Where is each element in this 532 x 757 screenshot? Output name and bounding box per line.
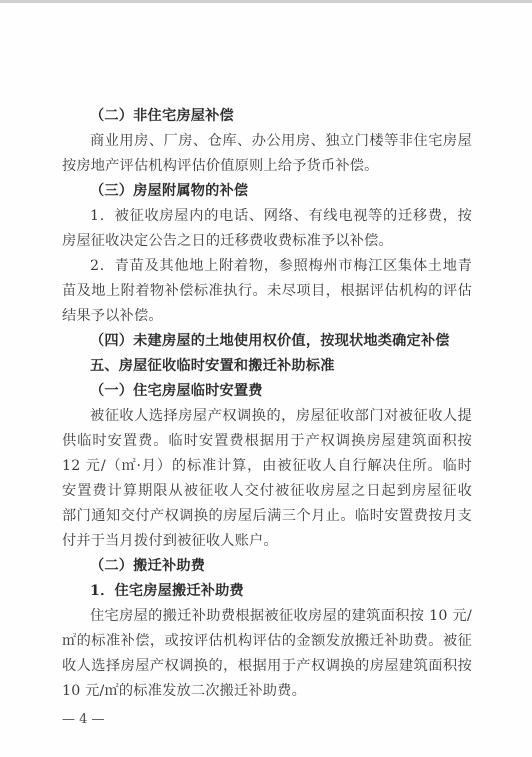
page-top-border — [0, 0, 532, 3]
sub2-item1-heading: 1．住宅房屋搬迁补助费 — [90, 583, 244, 599]
page-number: — 4 — — [62, 712, 105, 727]
sub1-body-line-2: 供临时安置费。临时安置费根据用于产权调换房屋建筑面积按 — [62, 433, 472, 449]
section3-item2-line-1: 2．青苗及其他地上附着物，参照梅州市梅江区集体土地青 — [90, 258, 472, 274]
section2-body-line-1: 商业用房、厂房、仓库、办公用房、独立门楼等非住宅房屋 — [90, 133, 472, 149]
sub2-item1-body-line-1: 住宅房屋的搬迁补助费根据被征收房屋的建筑面积按 10 元/ — [90, 608, 472, 624]
sub2-item1-body-line-4: 10 元/㎡的标准发放二次搬迁补助费。 — [62, 683, 306, 699]
sub1-heading: （一）住宅房屋临时安置费 — [90, 383, 263, 399]
sub2-item1-body-line-3: 收人选择房屋产权调换的，根据用于产权调换的房屋建筑面积按 — [62, 658, 472, 674]
section2-body-line-2: 按房地产评估机构评估价值原则上给予货币补偿。 — [62, 158, 379, 174]
section2-heading: （二）非住宅房屋补偿 — [90, 108, 234, 124]
sub2-item1-body-line-2: ㎡的标准补偿，或按评估机构评估的金额发放搬迁补助费。被征 — [62, 633, 472, 649]
sub2-heading: （二）搬迁补助费 — [90, 558, 206, 574]
sub1-body-line-6: 付并于当月拨付到被征收人账户。 — [62, 533, 278, 549]
sub1-body-line-3: 12 元/（㎡·月）的标准计算，由被征收人自行解决住所。临时 — [62, 458, 472, 474]
section3-heading: （三）房屋附属物的补偿 — [90, 183, 249, 199]
sub1-body-line-5: 部门通知交付产权调换的房屋后满三个月止。临时安置费按月支 — [62, 508, 472, 524]
section3-item1-line-2: 房屋征收决定公告之日的迁移费收费标准予以补偿。 — [62, 233, 393, 249]
section4-heading: （四）未建房屋的土地使用权价值，按现状地类确定补偿 — [90, 333, 450, 349]
sub1-body-line-4: 安置费计算期限从被征收人交付被征收房屋之日起到房屋征收 — [62, 483, 472, 499]
section3-item2-line-2: 苗及地上附着物补偿标准执行。未尽项目，根据评估机构的评估 — [62, 283, 472, 299]
chapter5-heading: 五、房屋征收临时安置和搬迁补助标准 — [90, 358, 335, 374]
sub1-body-line-1: 被征收人选择房屋产权调换的，房屋征收部门对被征收人提 — [90, 408, 472, 424]
section3-item1-line-1: 1．被征收房屋内的电话、网络、有线电视等的迁移费，按 — [90, 208, 472, 224]
section3-item2-line-3: 结果予以补偿。 — [62, 308, 163, 324]
